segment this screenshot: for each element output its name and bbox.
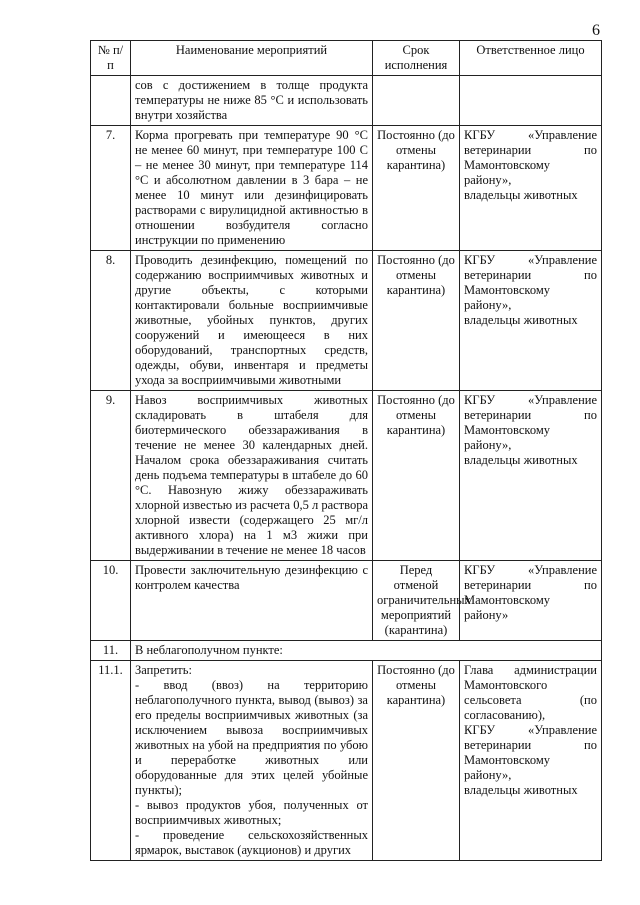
row-name: сов с достижением в толще продукта температуры не ниже 85 °С и использовать внутри хозяйства [131,76,373,126]
responsible-line: владельцы животных [464,783,578,797]
row-name: Навоз восприимчивых животных складировать в штабеля для биотермического обеззараживания в течение не менее 30 календарных дней. Началом срока обеззараживания считать день подъема температуры в штабеле до 60 °С. Навозную жижу обеззараживать хлорной известью из расчета 0,5 л раствора хлорной извести (содержащего 25 мг/л активного хлора) на 1 м3 жижи при выдерживании в течение не менее 18 часов [131,391,373,561]
row-num: 11.1. [91,661,131,861]
row-num [91,76,131,126]
header-name: Наименование мероприятий [131,41,373,76]
prohibition-item: - проведение сельскохозяйственных ярмарок, выставок (аукционов) и других [135,828,368,857]
header-term: Срок исполнения [373,41,460,76]
prohibition-heading: Запретить: [135,663,192,677]
row-term [373,76,460,126]
row-num: 10. [91,561,131,641]
table-row [91,76,602,126]
table-body [91,76,602,861]
responsible-line: владельцы животных [464,313,578,327]
responsible-line: владельцы животных [464,188,578,202]
row-term: Постоянно (до отмены карантина) [373,126,460,251]
table-row [91,391,602,561]
responsible-line: Глава администрации Мамонтовского сельсовета (по согласованию), [464,663,597,722]
row-name: Проводить дезинфекцию, помещений по содержанию восприимчивых животных и другие объекты, с которыми контактировали больные восприимчивые животные, убойных пунктов, других сооружений и имеющееся в них оборудований, транспортных средств, одежды, обуви, инвентаря и предметы ухода за восприимчивыми животными [131,251,373,391]
page-number: 6 [592,22,600,39]
section-title: В неблагополучном пункте: [131,641,602,661]
table-header-row [91,41,602,76]
row-responsible [460,251,602,391]
responsible-line: владельцы животных [464,453,578,467]
table-row [91,251,602,391]
responsible-line: КГБУ «Управление ветеринарии по Мамонтовскому району», [464,253,597,312]
row-responsible [460,391,602,561]
section-num: 11. [91,641,131,661]
row-term: Постоянно (до отмены карантина) [373,661,460,861]
header-num: № п/п [91,41,131,76]
responsible-line: КГБУ «Управление ветеринарии по Мамонтовскому району», [464,128,597,187]
prohibition-item: - ввод (ввоз) на территорию неблагополучного пункта, вывод (вывоз) за его пределы восприимчивых животных (за исключением вывоза восприимчивых животных на убой на предприятия по убою и переработке животных или оборудованные для этих целей убойные пункты); [135,678,368,797]
row-term: Постоянно (до отмены карантина) [373,391,460,561]
row-num: 9. [91,391,131,561]
header-responsible: Ответственное лицо [460,41,602,76]
responsible-line: КГБУ «Управление ветеринарии по Мамонтовскому району», [464,723,597,782]
row-num: 7. [91,126,131,251]
row-responsible [460,76,602,126]
row-term: Постоянно (до отмены карантина) [373,251,460,391]
measures-table [90,40,602,861]
row-responsible [460,561,602,641]
row-term: Перед отменой ограничительных мероприятий (карантина) [373,561,460,641]
row-name: Провести заключительную дезинфекцию с контролем качества [131,561,373,641]
prohibition-item: - вывоз продуктов убоя, полученных от восприимчивых животных; [135,798,368,827]
responsible-line: КГБУ «Управление ветеринарии по Мамонтовскому району», [464,393,597,452]
row-responsible [460,126,602,251]
responsible-line: КГБУ «Управление ветеринарии по Мамонтовскому району» [464,563,597,622]
row-name: Корма прогревать при температуре 90 °С не менее 60 минут, при температуре 100 С – не менее 30 минут, при температуре 114 °С и абсолютном давлении в 3 бара – не менее 10 минут или дезинфицировать растворами с вирулицидной активностью в отношении возбудителя согласно инструкции по применению [131,126,373,251]
table-row [91,126,602,251]
row-name [131,661,373,861]
table-row [91,661,602,861]
section-row [91,641,602,661]
table-row [91,561,602,641]
row-responsible [460,661,602,861]
row-num: 8. [91,251,131,391]
